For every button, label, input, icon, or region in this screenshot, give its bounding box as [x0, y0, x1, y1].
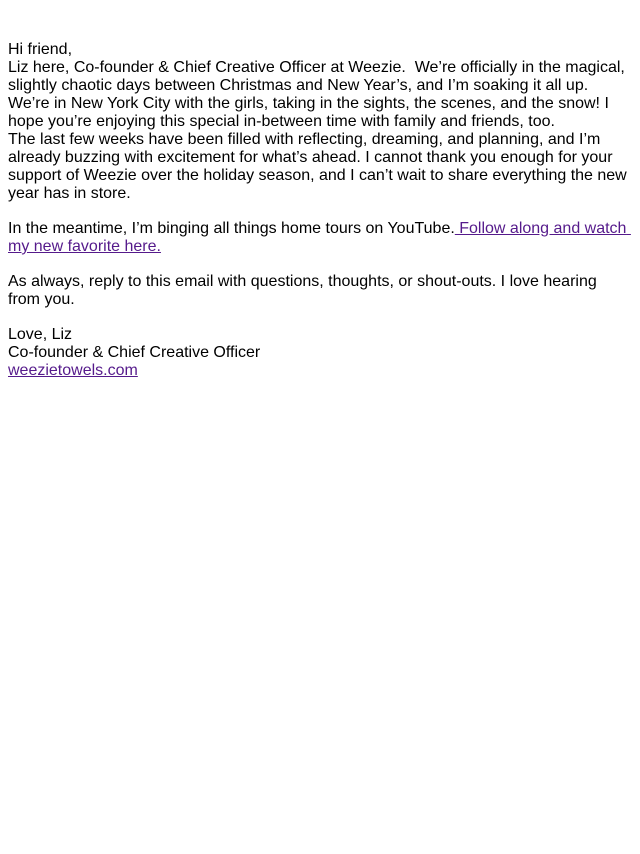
- youtube-paragraph: [8, 220, 632, 256]
- email-body: [8, 41, 632, 380]
- signature-title: Co-founder & Chief Creative Officer: [8, 344, 261, 361]
- youtube-link[interactable]: Follow along and watch my new favorite here.: [8, 220, 631, 255]
- paragraph-spacer: [8, 203, 632, 220]
- website-link[interactable]: weezietowels.com: [8, 362, 138, 379]
- reflection-paragraph: The last few weeks have been filled with reflecting, dreaming, and planning, and I’m already buzzing with excitement for what’s ahead. I cannot thank you enough for your support of Weezie over the holiday season, and I can’t wait to share everything the new year has in store.: [8, 131, 632, 202]
- paragraph-spacer: [8, 256, 632, 273]
- intro-paragraph: Liz here, Co-founder & Chief Creative Officer at Weezie. We’re officially in the magical, slightly chaotic days between Christmas and New Year’s, and I’m soaking it all up. We’re in New York City with the girls, taking in the sights, the scenes, and the snow! I hope you’re enjoying this special in-between time with family and friends, too.: [8, 59, 630, 130]
- greeting: Hi friend,: [8, 41, 73, 58]
- youtube-text: In the meantime, I’m binging all things home tours on YouTube.: [8, 220, 455, 237]
- signoff: Love, Liz: [8, 326, 73, 343]
- paragraph-spacer: [8, 309, 632, 326]
- website-line: [8, 362, 632, 380]
- reply-paragraph: As always, reply to this email with questions, thoughts, or shout-outs. I love hearing from you.: [8, 273, 602, 308]
